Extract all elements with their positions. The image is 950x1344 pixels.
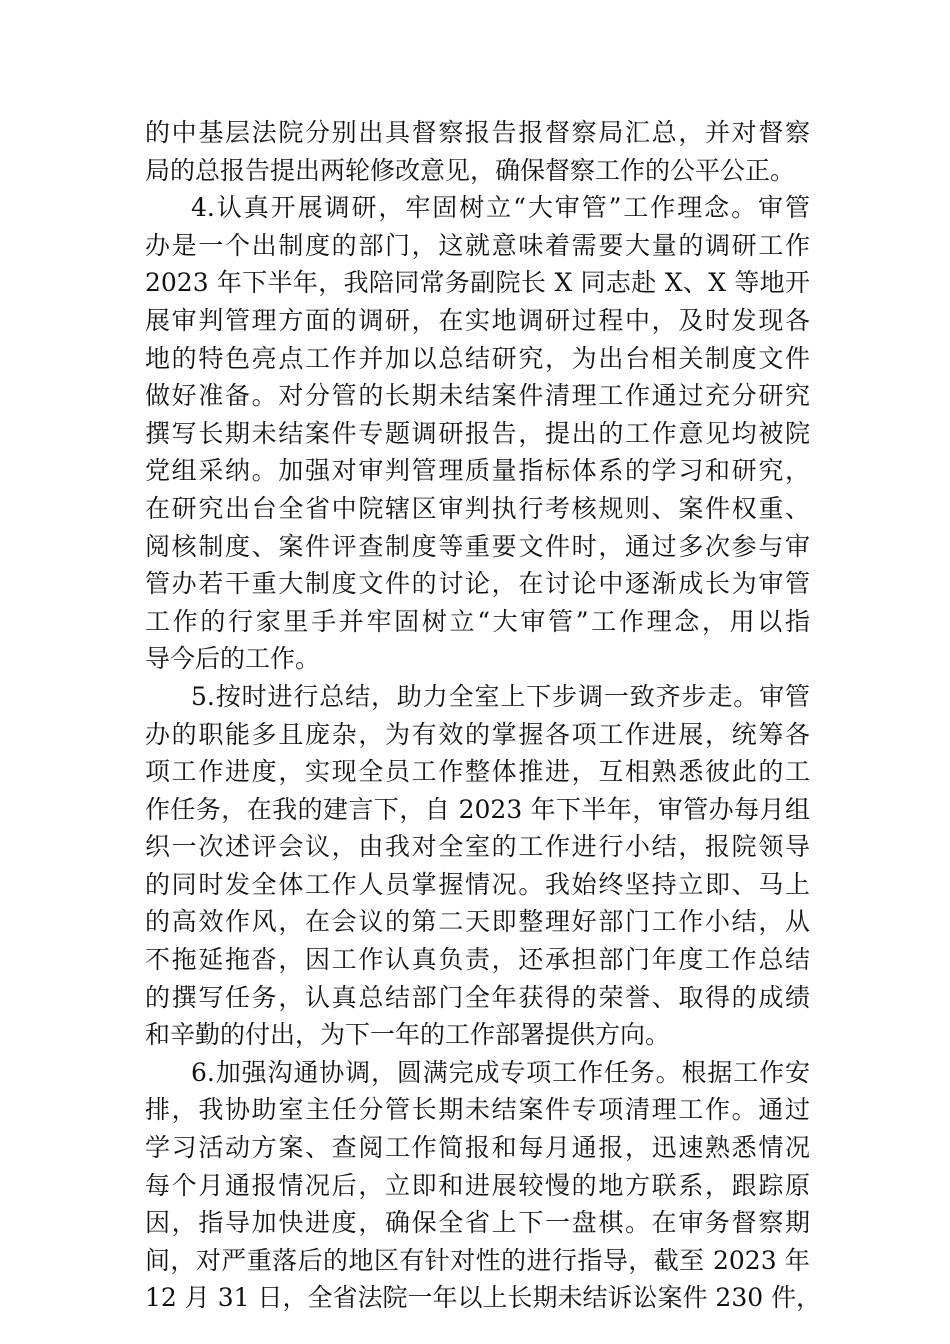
text-line: 项工作进度，实现全员工作整体推进，互相熟悉彼此的工 — [145, 757, 810, 787]
text-line: 办的职能多且庞杂，为有效的掌握各项工作进展，统筹各 — [145, 719, 810, 749]
text-line: 作任务，在我的建言下，自 2023 年下半年，审管办每月组 — [145, 794, 810, 824]
text-line: 织一次述评会议，由我对全室的工作进行小结，报院领导 — [145, 832, 810, 862]
text-line: 党组采纳。加强对审判管理质量指标体系的学习和研究， — [145, 456, 810, 486]
text-line: 间，对严重落后的地区有针对性的进行指导，截至 2023 年 — [145, 1245, 810, 1275]
text-line: 12 月 31 日，全省法院一年以上长期未结诉讼案件 230 件， — [145, 1283, 822, 1313]
text-line: 做好准备。对分管的长期未结案件清理工作通过充分研究 — [145, 381, 810, 411]
text-line: 局的总报告提出两轮修改意见，确保督察工作的公平公正。 — [145, 155, 796, 185]
text-line: 2023 年下半年，我陪同常务副院长 X 同志赴 X、X 等地开 — [145, 268, 810, 298]
text-line: 工作的行家里手并牢固树立“大审管”工作理念，用以指 — [145, 606, 810, 636]
text-line: 学习活动方案、查阅工作简报和每月通报，迅速熟悉情况 — [145, 1133, 810, 1163]
text-line: 在研究出台全省中院辖区审判执行考核规则、案件权重、 — [145, 493, 810, 523]
text-line: 撰写长期未结案件专题调研报告，提出的工作意见均被院 — [145, 418, 810, 448]
text-line: 和辛勤的付出，为下一年的工作部署提供方向。 — [145, 1020, 671, 1050]
document-body — [145, 114, 822, 1317]
text-line: 排，我协助室主任分管长期未结案件专项清理工作。通过 — [145, 1095, 810, 1125]
paragraph-heading-5: 5.按时进行总结，助力全室上下步调一致齐步走。审管 — [191, 681, 810, 711]
text-line: 不拖延拖沓，因工作认真负责，还承担部门年度工作总结 — [145, 945, 810, 975]
text-line: 每个月通报情况后，立即和进展较慢的地方联系，跟踪原 — [145, 1170, 810, 1200]
text-line: 展审判管理方面的调研，在实地调研过程中，及时发现各 — [145, 305, 810, 335]
text-line: 地的特色亮点工作并加以总结研究，为出台相关制度文件 — [145, 343, 810, 373]
text-line: 的中基层法院分别出具督察报告报督察局汇总，并对督察 — [145, 118, 810, 147]
text-line: 的撰写任务，认真总结部门全年获得的荣誉、取得的成绩 — [145, 982, 810, 1012]
text-line: 的同时发全体工作人员掌握情况。我始终坚持立即、马上 — [145, 869, 810, 899]
paragraph-heading-4: 4.认真开展调研，牢固树立“大审管”工作理念。审管 — [191, 193, 810, 223]
text-line: 管办若干重大制度文件的讨论，在讨论中逐渐成长为审管 — [145, 569, 810, 599]
text-line: 因，指导加快进度，确保全省上下一盘棋。在审务督察期 — [145, 1208, 810, 1238]
paragraph-heading-6: 6.加强沟通协调，圆满完成专项工作任务。根据工作安 — [191, 1057, 810, 1087]
text-line: 的高效作风，在会议的第二天即整理好部门工作小结，从 — [145, 907, 810, 937]
text-line: 阅核制度、案件评查制度等重要文件时，通过多次参与审 — [145, 531, 810, 561]
text-line: 导今后的工作。 — [145, 644, 321, 674]
text-line: 办是一个出制度的部门，这就意味着需要大量的调研工作 — [145, 230, 810, 260]
